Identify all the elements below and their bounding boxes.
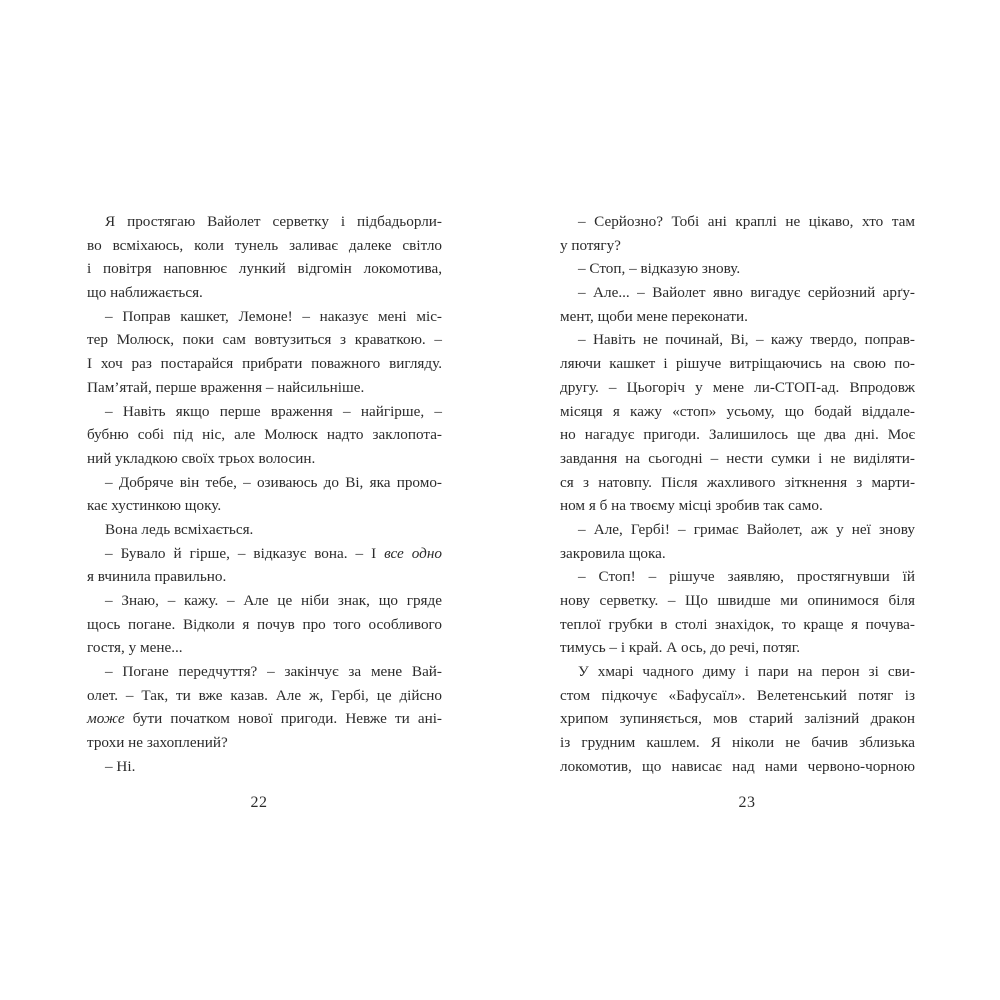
text-line: мент, щоби мене переконати. [560,307,748,325]
text-line: ний укладкою своїх трьох волосин. [87,449,316,467]
text-line: кає хустинкою щоку. [87,497,222,515]
text-line: олет. – Так, ти вже казав. Але ж, Гербі, це дійсно [87,686,442,704]
right-page-text [560,210,915,779]
text-line: – Стоп, – відказую знову. [578,260,741,278]
text-run: – Бувало й гірше, – відказує вона. – І [105,544,385,562]
text-line: во всміхаюсь, коли тунель заливає далеке світло [87,236,442,254]
text-line: стом підкочує «Бафусаїл». Велетенський потяг із [560,686,915,704]
text-line: локомотив, що нависає над нами червоно-чорною [560,757,915,775]
text-line: – Ні. [105,757,136,775]
text-line: Я простягаю Вайолет серветку і підбадьорли- [105,213,442,230]
text-line: Пам’ятай, перше враження – найсильніше. [87,378,365,396]
text-line: і повітря наповнює лункий відгомін локомотива, [87,260,442,278]
text-line: тер Молюск, поки сам вовтузиться з краваткою. – [87,331,442,349]
text-line: нову серветку. – Що швидше ми опинимося біля [560,592,915,609]
text-line: я вчинила правильно. [87,568,227,586]
text-line: трохи не захоплений? [87,734,228,752]
text-line: хрипом зупиняється, мов старий залізний дракон [560,710,915,728]
text-line [87,542,442,566]
text-line: У хмарі чадного диму і пари на перон зі сви- [578,663,915,681]
text-line: – Стоп! – рішуче заявляю, простягнувши їй [578,568,915,586]
text-line: завдання на сьогодні – нести сумки і не виділяти- [560,449,915,467]
text-line: І хоч раз постарайся прибрати поважного вигляду. [87,355,442,373]
text-line: – Навіть якщо перше враження – найгірше, – [105,402,442,420]
text-line: що наближається. [87,284,203,302]
text-line: ном я б на твоєму місці зробив так само. [560,497,823,515]
text-line: бубню собі під ніс, але Молюск надто заклопота- [87,426,442,444]
text-line: – Добряче він тебе, – озиваюсь до Ві, яка промо- [105,473,442,491]
text-line: другу. – Цьогоріч у мене ли-СТОП-ад. Впродовж [560,378,915,396]
text-line: – Навіть не починай, Ві, – кажу твердо, поправ- [578,331,915,349]
text-line: тимусь – і край. А ось, до речі, потяг. [560,639,801,657]
text-line: но нагадує пригоди. Залишилось ще два дні. Моє [560,426,915,444]
text-line: закровила щока. [560,544,666,562]
text-line: місяця я кажу «стоп» усьому, що бодай віддале- [560,402,915,420]
text-line: ся з натовпу. Після жахливого зіткнення з марти- [560,473,915,491]
text-line: гостя, у мене... [87,639,183,657]
text-line: Вона ледь всміхається. [105,520,254,538]
text-line: із грудним кашлем. Я ніколи не бачив зблизька [560,734,915,752]
left-page-text [87,210,442,779]
text-line: – Але... – Вайолет явно вигадує серйозний арґу- [578,284,915,302]
text-line: щось погане. Відколи я почув про того особливого [87,615,442,633]
text-line [87,707,442,731]
text-line: – Поправ кашкет, Лемоне! – наказує мені міс- [105,307,442,325]
text-line: теплої грубки в столі знахідок, то краще я почува- [560,615,915,633]
text-line: у потягу? [560,236,621,254]
right-page-number: 23 [738,794,756,811]
text-line: – Погане передчуття? – закінчує за мене Вай- [105,663,442,681]
text-run: бути початком нової пригоди. Невже ти ані- [124,710,442,728]
text-line: – Знаю, – кажу. – Але це ніби знак, що гряде [105,592,442,609]
text-line: ляючи кашкет і рішуче витріщаючись на свою по- [560,355,915,373]
italic-emphasis: все одно [384,544,442,562]
italic-emphasis: може [87,710,125,728]
text-line: – Серйозно? Тобі ані краплі не цікаво, хто там [578,213,915,230]
text-line: – Але, Гербі! – гримає Вайолет, аж у неї знову [578,520,915,538]
left-page-number: 22 [250,794,268,811]
